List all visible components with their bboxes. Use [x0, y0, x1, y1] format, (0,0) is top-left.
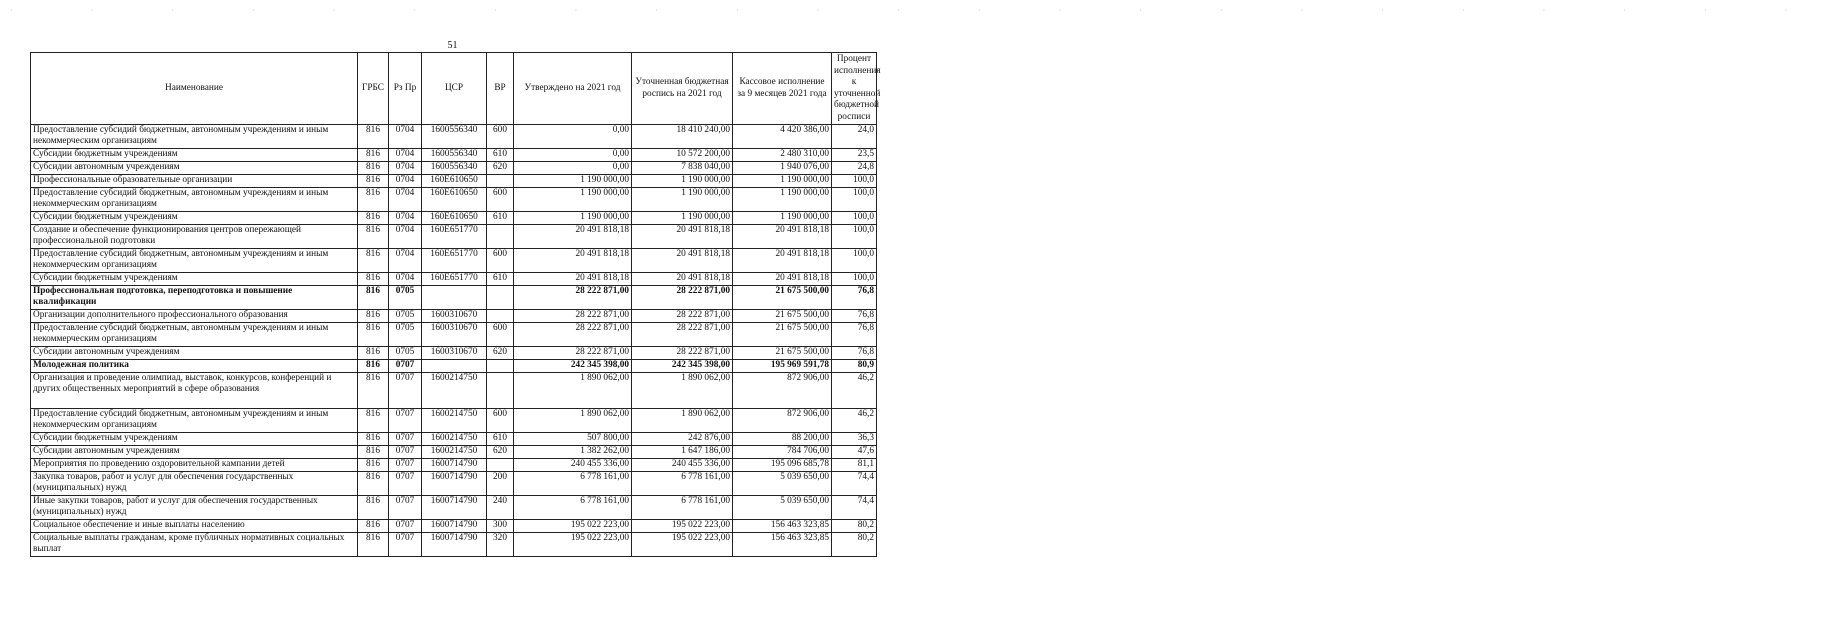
- cell-approved: 6 778 161,00: [514, 496, 632, 520]
- budget-execution-table: [30, 52, 881, 557]
- cell-name: Субсидии автономным учреждениям: [31, 162, 358, 175]
- cell-rzpr: 0707: [389, 520, 422, 533]
- cell-percent: 100,0: [832, 175, 877, 188]
- cell-cash: 195 969 591,78: [733, 360, 832, 373]
- cell-name: Предоставление субсидий бюджетным, автономным учреждениям и иным некоммерческим организациям: [31, 323, 358, 347]
- cell-csr: 1600214750: [422, 373, 487, 409]
- cell-rzpr: 0707: [389, 459, 422, 472]
- cell-rzpr: 0704: [389, 188, 422, 212]
- cell-name: Организация и проведение олимпиад, выставок, конкурсов, конференций и других общественных мероприятий в сфере образования: [31, 373, 358, 409]
- cell-approved: 28 222 871,00: [514, 310, 632, 323]
- cell-approved: 6 778 161,00: [514, 472, 632, 496]
- cell-approved: 1 890 062,00: [514, 409, 632, 433]
- cell-grbs: 816: [358, 373, 389, 409]
- cell-rzpr: 0707: [389, 373, 422, 409]
- cell-grbs: 816: [358, 310, 389, 323]
- table-row: [31, 446, 877, 459]
- cell-rzpr: 0707: [389, 360, 422, 373]
- cell-csr: 1600310670: [422, 347, 487, 360]
- cell-grbs: 816: [358, 520, 389, 533]
- cell-vr: 610: [487, 433, 514, 446]
- cell-cash: 5 039 650,00: [733, 496, 832, 520]
- table-row: [31, 409, 877, 433]
- table-row: [31, 433, 877, 446]
- cell-csr: 1600556340: [422, 125, 487, 149]
- cell-rzpr: 0707: [389, 533, 422, 557]
- cell-rzpr: 0704: [389, 149, 422, 162]
- cell-rzpr: 0705: [389, 286, 422, 310]
- cell-csr: 1600714790: [422, 496, 487, 520]
- col-header-refined: Уточненная бюджетная роспись на 2021 год: [632, 53, 733, 125]
- cell-refined: 6 778 161,00: [632, 496, 733, 520]
- cell-vr: 320: [487, 533, 514, 557]
- cell-refined: 7 838 040,00: [632, 162, 733, 175]
- cell-name: Профессиональные образовательные организации: [31, 175, 358, 188]
- cell-percent: 100,0: [832, 249, 877, 273]
- table-row: [31, 347, 877, 360]
- table-row: [31, 533, 877, 557]
- cell-cash: 21 675 500,00: [733, 347, 832, 360]
- table-row: [31, 149, 877, 162]
- cell-name: Иные закупки товаров, работ и услуг для обеспечения государственных (муниципальных) нужд: [31, 496, 358, 520]
- table-row: [31, 520, 877, 533]
- cell-cash: 88 200,00: [733, 433, 832, 446]
- cell-grbs: 816: [358, 212, 389, 225]
- cell-csr: 1600214750: [422, 433, 487, 446]
- table-row: [31, 188, 877, 212]
- cell-vr: 610: [487, 212, 514, 225]
- table-row: [31, 373, 877, 409]
- page-number: 51: [447, 40, 458, 51]
- cell-csr: 160E651770: [422, 249, 487, 273]
- cell-refined: 1 890 062,00: [632, 373, 733, 409]
- cell-refined: 1 890 062,00: [632, 409, 733, 433]
- table-row: [31, 125, 877, 149]
- cell-grbs: 816: [358, 286, 389, 310]
- cell-refined: 28 222 871,00: [632, 323, 733, 347]
- table-row: [31, 472, 877, 496]
- table-row: [31, 310, 877, 323]
- table-row: [31, 360, 877, 373]
- cell-cash: 872 906,00: [733, 409, 832, 433]
- scan-dot-artifacts: · · · · · · · · · · · · · · · · · · · · · · ·: [10, 6, 1825, 15]
- cell-percent: 76,8: [832, 310, 877, 323]
- cell-vr: [487, 286, 514, 310]
- cell-approved: 1 890 062,00: [514, 373, 632, 409]
- cell-name: Субсидии бюджетным учреждениям: [31, 433, 358, 446]
- cell-refined: 20 491 818,18: [632, 249, 733, 273]
- cell-grbs: 816: [358, 175, 389, 188]
- cell-name: Закупка товаров, работ и услуг для обеспечения государственных (муниципальных) нужд: [31, 472, 358, 496]
- cell-rzpr: 0705: [389, 347, 422, 360]
- cell-csr: 160E610650: [422, 212, 487, 225]
- cell-rzpr: 0705: [389, 310, 422, 323]
- cell-approved: 1 382 262,00: [514, 446, 632, 459]
- col-header-vr: ВР: [487, 53, 514, 125]
- cell-approved: 0,00: [514, 125, 632, 149]
- table-body: [31, 125, 877, 557]
- cell-csr: 1600714790: [422, 459, 487, 472]
- cell-name: Субсидии автономным учреждениям: [31, 347, 358, 360]
- cell-name: Субсидии автономным учреждениям: [31, 446, 358, 459]
- table-row: [31, 175, 877, 188]
- cell-refined: 1 190 000,00: [632, 212, 733, 225]
- cell-name: Социальное обеспечение и иные выплаты населению: [31, 520, 358, 533]
- table-row: [31, 323, 877, 347]
- cell-refined: 20 491 818,18: [632, 273, 733, 286]
- cell-rzpr: 0707: [389, 433, 422, 446]
- cell-csr: 1600714790: [422, 533, 487, 557]
- cell-approved: 28 222 871,00: [514, 286, 632, 310]
- cell-approved: 242 345 398,00: [514, 360, 632, 373]
- cell-vr: 240: [487, 496, 514, 520]
- cell-grbs: 816: [358, 162, 389, 175]
- cell-name: Предоставление субсидий бюджетным, автономным учреждениям и иным некоммерческим организациям: [31, 249, 358, 273]
- cell-cash: 20 491 818,18: [733, 273, 832, 286]
- cell-name: Профессиональная подготовка, переподготовка и повышение квалификации: [31, 286, 358, 310]
- cell-vr: [487, 373, 514, 409]
- cell-csr: 1600310670: [422, 310, 487, 323]
- cell-grbs: 816: [358, 188, 389, 212]
- cell-refined: 240 455 336,00: [632, 459, 733, 472]
- cell-vr: 600: [487, 409, 514, 433]
- cell-percent: 47,6: [832, 446, 877, 459]
- cell-approved: 1 190 000,00: [514, 212, 632, 225]
- cell-percent: 46,2: [832, 373, 877, 409]
- cell-name: Предоставление субсидий бюджетным, автономным учреждениям и иным некоммерческим организациям: [31, 188, 358, 212]
- cell-cash: 21 675 500,00: [733, 310, 832, 323]
- cell-cash: 20 491 818,18: [733, 249, 832, 273]
- cell-rzpr: 0707: [389, 496, 422, 520]
- cell-refined: 20 491 818,18: [632, 225, 733, 249]
- cell-approved: 20 491 818,18: [514, 249, 632, 273]
- cell-approved: 1 190 000,00: [514, 188, 632, 212]
- cell-name: Социальные выплаты гражданам, кроме публичных нормативных социальных выплат: [31, 533, 358, 557]
- cell-csr: 1600556340: [422, 149, 487, 162]
- cell-cash: 784 706,00: [733, 446, 832, 459]
- cell-rzpr: 0707: [389, 472, 422, 496]
- cell-approved: 20 491 818,18: [514, 225, 632, 249]
- cell-cash: 5 039 650,00: [733, 472, 832, 496]
- cell-approved: 240 455 336,00: [514, 459, 632, 472]
- cell-percent: 24,8: [832, 162, 877, 175]
- cell-vr: 600: [487, 188, 514, 212]
- cell-grbs: 816: [358, 446, 389, 459]
- cell-approved: 0,00: [514, 162, 632, 175]
- cell-vr: 620: [487, 446, 514, 459]
- cell-name: Мероприятия по проведению оздоровительной кампании детей: [31, 459, 358, 472]
- cell-refined: 195 022 223,00: [632, 533, 733, 557]
- cell-cash: 156 463 323,85: [733, 520, 832, 533]
- cell-percent: 100,0: [832, 188, 877, 212]
- cell-vr: [487, 459, 514, 472]
- col-header-grbs: ГРБС: [358, 53, 389, 125]
- cell-csr: [422, 360, 487, 373]
- cell-rzpr: 0704: [389, 273, 422, 286]
- cell-refined: 18 410 240,00: [632, 125, 733, 149]
- cell-csr: 160E610650: [422, 188, 487, 212]
- cell-cash: 20 491 818,18: [733, 225, 832, 249]
- cell-csr: 1600214750: [422, 409, 487, 433]
- cell-vr: 600: [487, 249, 514, 273]
- cell-name: Предоставление субсидий бюджетным, автономным учреждениям и иным некоммерческим организациям: [31, 125, 358, 149]
- table-row: [31, 249, 877, 273]
- cell-grbs: 816: [358, 225, 389, 249]
- col-header-csr: ЦСР: [422, 53, 487, 125]
- cell-refined: 28 222 871,00: [632, 310, 733, 323]
- cell-csr: 1600714790: [422, 520, 487, 533]
- cell-percent: 100,0: [832, 225, 877, 249]
- cell-vr: 620: [487, 162, 514, 175]
- cell-vr: 300: [487, 520, 514, 533]
- cell-grbs: 816: [358, 360, 389, 373]
- cell-approved: 195 022 223,00: [514, 533, 632, 557]
- cell-percent: 24,0: [832, 125, 877, 149]
- cell-percent: 80,9: [832, 360, 877, 373]
- cell-cash: 1 190 000,00: [733, 212, 832, 225]
- cell-cash: 4 420 386,00: [733, 125, 832, 149]
- table-row: [31, 212, 877, 225]
- cell-rzpr: 0704: [389, 162, 422, 175]
- cell-approved: 28 222 871,00: [514, 347, 632, 360]
- cell-percent: 80,2: [832, 520, 877, 533]
- cell-percent: 76,8: [832, 347, 877, 360]
- table-header-row: [31, 53, 877, 125]
- table-row: [31, 162, 877, 175]
- cell-name: Организации дополнительного профессионального образования: [31, 310, 358, 323]
- cell-grbs: 816: [358, 273, 389, 286]
- cell-percent: 46,2: [832, 409, 877, 433]
- cell-refined: 242 876,00: [632, 433, 733, 446]
- cell-grbs: 816: [358, 347, 389, 360]
- cell-approved: 20 491 818,18: [514, 273, 632, 286]
- cell-approved: 0,00: [514, 149, 632, 162]
- cell-vr: [487, 225, 514, 249]
- cell-csr: 1600556340: [422, 162, 487, 175]
- cell-vr: [487, 175, 514, 188]
- col-header-percent: Процент исполнения к уточненной бюджетной росписи: [832, 53, 877, 125]
- table-row: [31, 273, 877, 286]
- cell-cash: 1 940 076,00: [733, 162, 832, 175]
- cell-vr: 610: [487, 149, 514, 162]
- col-header-approved: Утверждено на 2021 год: [514, 53, 632, 125]
- cell-percent: 100,0: [832, 212, 877, 225]
- cell-grbs: 816: [358, 472, 389, 496]
- cell-rzpr: 0705: [389, 323, 422, 347]
- cell-cash: 195 096 685,78: [733, 459, 832, 472]
- cell-grbs: 816: [358, 125, 389, 149]
- cell-cash: 156 463 323,85: [733, 533, 832, 557]
- cell-percent: 100,0: [832, 273, 877, 286]
- col-header-cash: Кассовое исполнение за 9 месяцев 2021 года: [733, 53, 832, 125]
- cell-refined: 10 572 200,00: [632, 149, 733, 162]
- cell-csr: 1600214750: [422, 446, 487, 459]
- cell-csr: 160E651770: [422, 225, 487, 249]
- cell-cash: 21 675 500,00: [733, 323, 832, 347]
- cell-vr: 600: [487, 125, 514, 149]
- col-header-rzpr: Рз Пр: [389, 53, 422, 125]
- cell-vr: 600: [487, 323, 514, 347]
- cell-refined: 28 222 871,00: [632, 286, 733, 310]
- cell-csr: 1600310670: [422, 323, 487, 347]
- cell-csr: [422, 286, 487, 310]
- cell-percent: 80,2: [832, 533, 877, 557]
- col-header-name: Наименование: [31, 53, 358, 125]
- cell-refined: 1 190 000,00: [632, 188, 733, 212]
- cell-grbs: 816: [358, 249, 389, 273]
- cell-name: Субсидии бюджетным учреждениям: [31, 212, 358, 225]
- cell-name: Субсидии бюджетным учреждениям: [31, 149, 358, 162]
- cell-vr: [487, 360, 514, 373]
- cell-approved: 1 190 000,00: [514, 175, 632, 188]
- cell-csr: 1600714790: [422, 472, 487, 496]
- cell-name: Предоставление субсидий бюджетным, автономным учреждениям и иным некоммерческим организациям: [31, 409, 358, 433]
- cell-rzpr: 0704: [389, 225, 422, 249]
- cell-vr: 620: [487, 347, 514, 360]
- cell-grbs: 816: [358, 149, 389, 162]
- cell-rzpr: 0704: [389, 212, 422, 225]
- cell-vr: [487, 310, 514, 323]
- cell-approved: 195 022 223,00: [514, 520, 632, 533]
- cell-refined: 28 222 871,00: [632, 347, 733, 360]
- cell-rzpr: 0704: [389, 125, 422, 149]
- cell-rzpr: 0707: [389, 446, 422, 459]
- cell-percent: 74,4: [832, 496, 877, 520]
- table-row: [31, 225, 877, 249]
- cell-refined: 242 345 398,00: [632, 360, 733, 373]
- cell-name: Субсидии бюджетным учреждениям: [31, 273, 358, 286]
- cell-rzpr: 0704: [389, 249, 422, 273]
- cell-grbs: 816: [358, 459, 389, 472]
- cell-grbs: 816: [358, 496, 389, 520]
- cell-cash: 21 675 500,00: [733, 286, 832, 310]
- cell-approved: 507 800,00: [514, 433, 632, 446]
- cell-cash: 1 190 000,00: [733, 188, 832, 212]
- table-row: [31, 286, 877, 310]
- cell-refined: 1 647 186,00: [632, 446, 733, 459]
- table-row: [31, 496, 877, 520]
- cell-rzpr: 0704: [389, 175, 422, 188]
- cell-grbs: 816: [358, 433, 389, 446]
- cell-percent: 81,1: [832, 459, 877, 472]
- cell-grbs: 816: [358, 323, 389, 347]
- cell-refined: 1 190 000,00: [632, 175, 733, 188]
- cell-csr: 160E610650: [422, 175, 487, 188]
- cell-rzpr: 0707: [389, 409, 422, 433]
- cell-percent: 36,3: [832, 433, 877, 446]
- cell-grbs: 816: [358, 409, 389, 433]
- cell-refined: 195 022 223,00: [632, 520, 733, 533]
- cell-grbs: 816: [358, 533, 389, 557]
- cell-cash: 872 906,00: [733, 373, 832, 409]
- cell-cash: 1 190 000,00: [733, 175, 832, 188]
- cell-percent: 23,5: [832, 149, 877, 162]
- cell-name: Молодежная политика: [31, 360, 358, 373]
- table-row: [31, 459, 877, 472]
- cell-refined: 6 778 161,00: [632, 472, 733, 496]
- cell-vr: 610: [487, 273, 514, 286]
- cell-name: Создание и обеспечение функционирования центров опережающей профессиональной подготовки: [31, 225, 358, 249]
- cell-percent: 76,8: [832, 286, 877, 310]
- cell-approved: 28 222 871,00: [514, 323, 632, 347]
- cell-vr: 200: [487, 472, 514, 496]
- cell-percent: 74,4: [832, 472, 877, 496]
- cell-cash: 2 480 310,00: [733, 149, 832, 162]
- cell-csr: 160E651770: [422, 273, 487, 286]
- cell-percent: 76,8: [832, 323, 877, 347]
